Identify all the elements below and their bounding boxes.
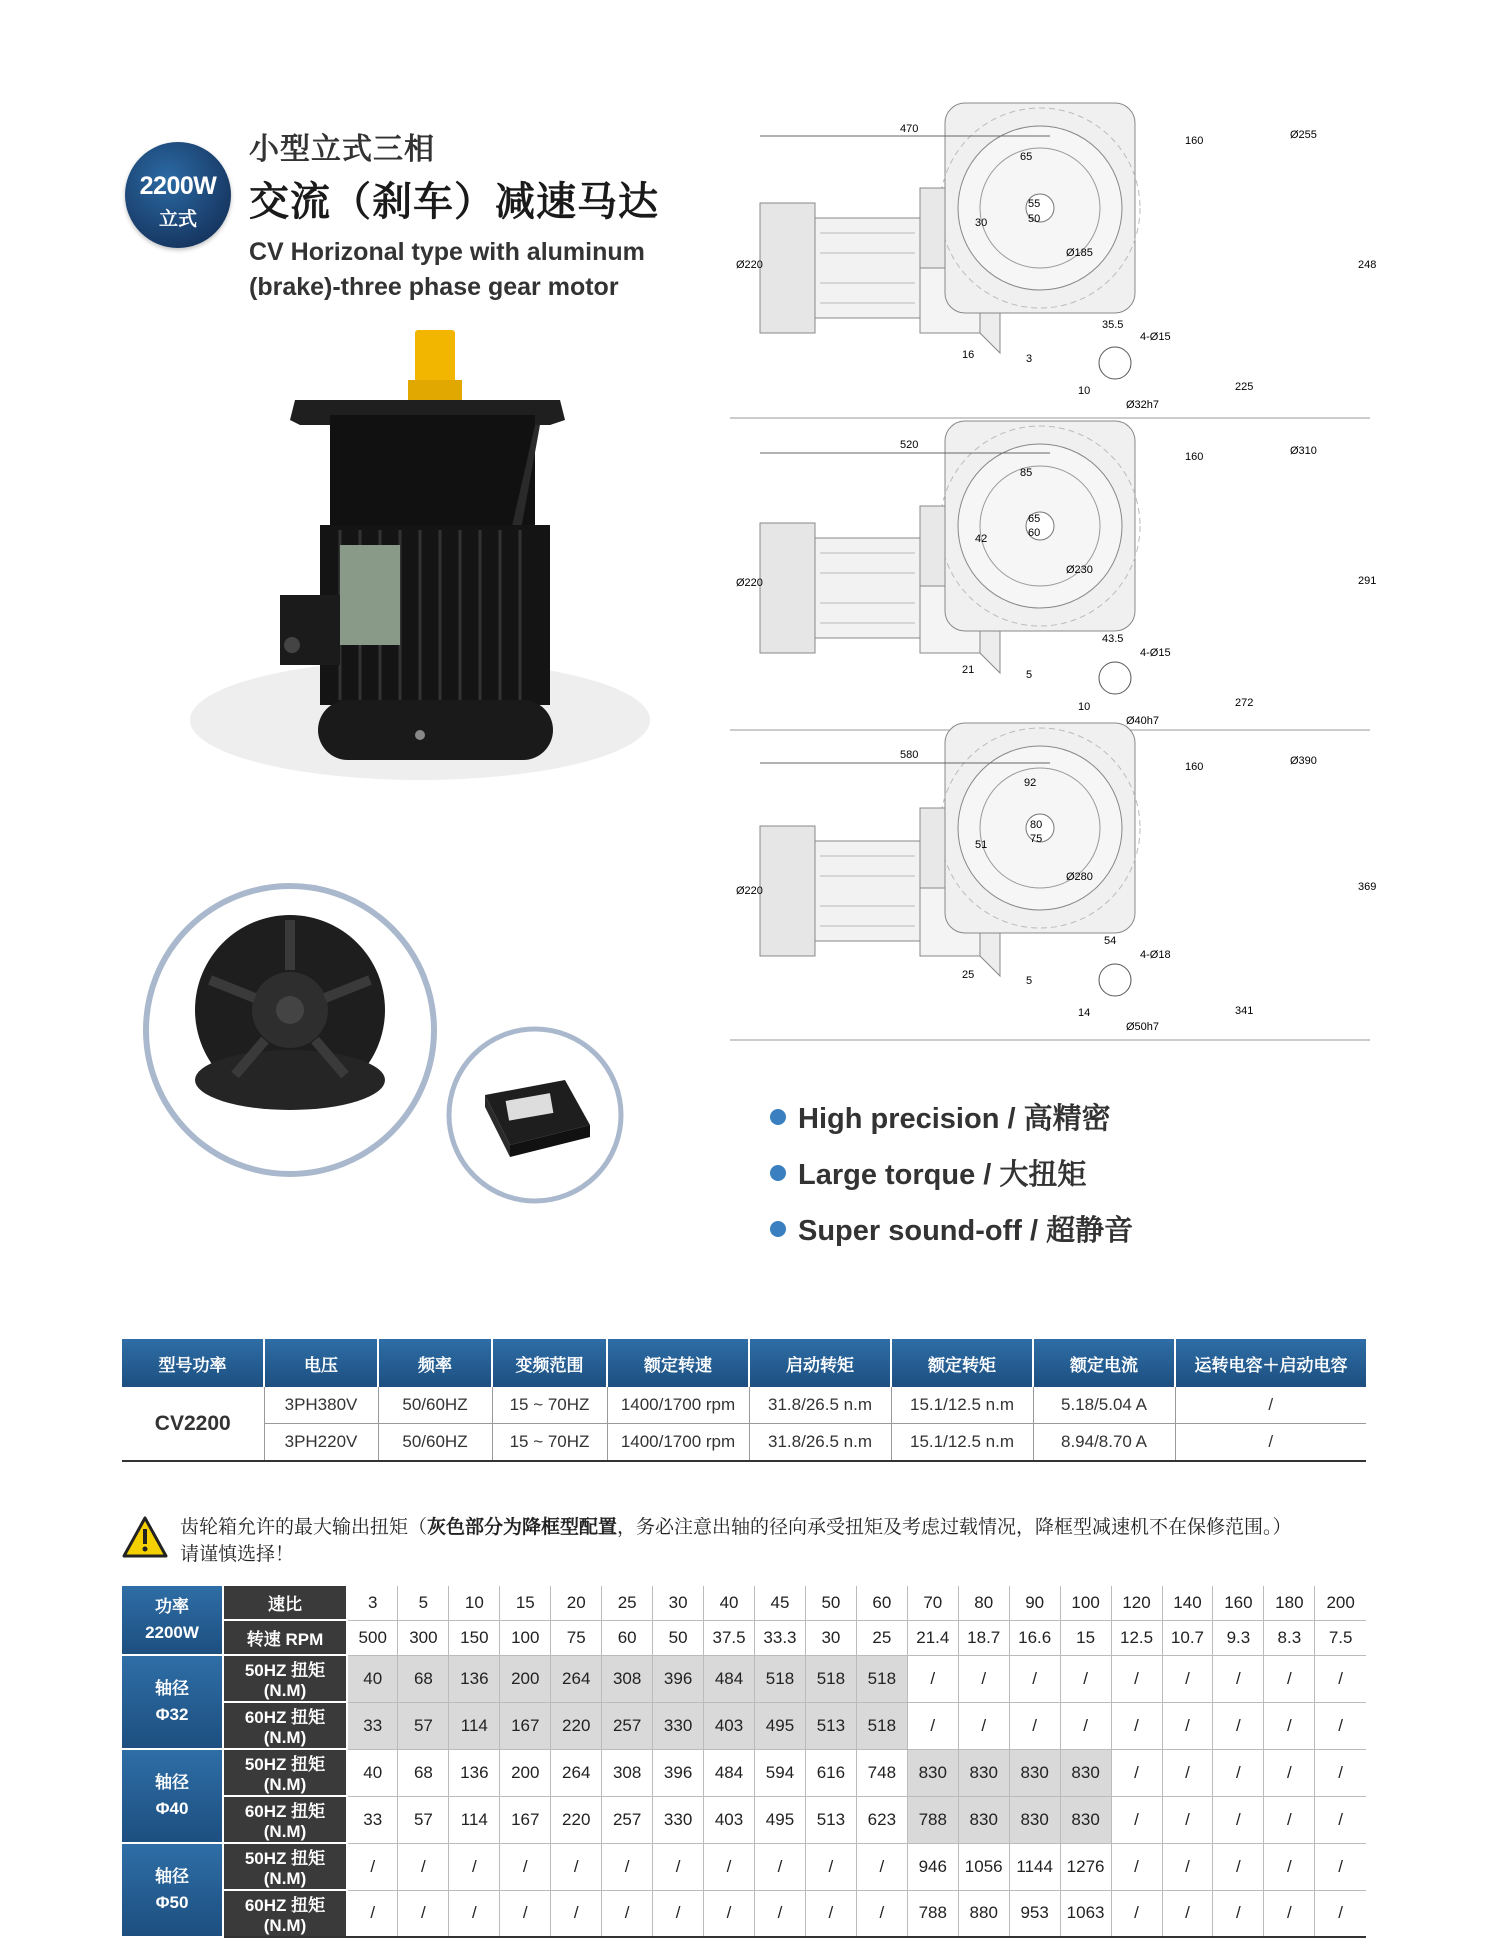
dim-dia: Ø230 [1066,564,1093,576]
rpm-cell: 25 [856,1620,907,1655]
rpm-cell: 30 [805,1620,856,1655]
shaft-label: 轴径 [155,1773,189,1792]
torque-cell: 33 [347,1702,398,1749]
bullet-icon [770,1221,786,1237]
ratio-cell: 90 [1009,1586,1060,1620]
dim-keywidth: 14 [1078,1007,1091,1019]
torque-cell: / [1264,1749,1315,1796]
torque-cell: 40 [347,1655,398,1702]
torque-cell: 264 [551,1655,602,1702]
ratio-cell: 100 [1060,1586,1111,1620]
torque-cell: 513 [805,1796,856,1843]
rpm-cell: 16.6 [1009,1620,1060,1655]
spec-cell: 1400/1700 rpm [607,1424,749,1462]
torque-cell: 396 [653,1749,704,1796]
rpm-cell: 15 [1060,1620,1111,1655]
torque-cell: 40 [347,1749,398,1796]
dim-shaft-b: 75 [1030,833,1043,845]
spec-header: 型号功率 [122,1339,264,1387]
rpm-cell: 100 [500,1620,551,1655]
dim-shaft-b: 50 [1028,213,1041,225]
torque-cell: 788 [907,1890,958,1937]
brake-image [140,880,440,1180]
dim-s2: 5 [1026,975,1033,987]
dim-keywidth: 10 [1078,385,1091,397]
spec-header: 额定电流 [1033,1339,1175,1387]
spec-header: 额定转速 [607,1339,749,1387]
rpm-label: 转速 RPM [223,1620,347,1655]
rpm-cell: 37.5 [704,1620,755,1655]
torque-cell: / [1162,1890,1213,1937]
dim-keywidth: 10 [1078,701,1091,713]
torque-cell: / [1162,1655,1213,1702]
ratio-cell: 60 [856,1586,907,1620]
torque-cell: / [500,1890,551,1937]
dim-dia: Ø185 [1066,247,1093,259]
torque-cell: / [1264,1890,1315,1937]
torque-cell: 623 [856,1796,907,1843]
dim-shaft-a: 55 [1028,198,1041,210]
dim-keyheight: 35.5 [1102,319,1124,331]
torque-cell: 830 [907,1749,958,1796]
spec-header: 电压 [264,1339,378,1387]
torque-cell: / [755,1890,806,1937]
torque-cell: / [653,1843,704,1890]
torque-cell: 946 [907,1843,958,1890]
shaft-group-cell [122,1749,223,1843]
torque-cell: / [907,1702,958,1749]
spec-header: 频率 [378,1339,492,1387]
torque-cell: / [958,1702,1009,1749]
torque-cell: 57 [398,1702,449,1749]
torque-cell: 518 [755,1655,806,1702]
torque-cell: 830 [958,1749,1009,1796]
torque-cell: 788 [907,1796,958,1843]
torque-cell: / [1213,1796,1264,1843]
ratio-cell: 5 [398,1586,449,1620]
torque-cell: 1276 [1060,1843,1111,1890]
shaft-dia: Φ40 [155,1799,189,1818]
torque-cell: / [398,1843,449,1890]
torque-cell: / [1111,1702,1162,1749]
torque-cell: 264 [551,1749,602,1796]
spec-cell: 8.94/8.70 A [1033,1424,1175,1462]
dimension-drawings [730,118,1377,1048]
dim-flange: 85 [1020,467,1033,479]
shaft-group-cell [122,1843,223,1937]
torque-cell: 594 [755,1749,806,1796]
torque-cell: / [1111,1843,1162,1890]
feature-2: Large torque / 大扭矩 [770,1152,1086,1193]
torque-cell: / [449,1890,500,1937]
torque-cell: / [551,1843,602,1890]
torque-cell: 200 [500,1749,551,1796]
torque-cell: / [958,1655,1009,1702]
torque-cell: 830 [958,1796,1009,1843]
spec-cell: 1400/1700 rpm [607,1387,749,1424]
torque-cell: / [704,1843,755,1890]
spec-cell: 50/60HZ [378,1424,492,1462]
torque-cell: 830 [1060,1796,1111,1843]
torque-row-label: 60HZ 扭矩 (N.M) [223,1702,347,1749]
torque-row [122,1702,1366,1749]
torque-cell: 484 [704,1749,755,1796]
rpm-cell: 9.3 [1213,1620,1264,1655]
dim-s2: 5 [1026,669,1033,681]
rpm-cell: 300 [398,1620,449,1655]
torque-cell: 484 [704,1655,755,1702]
torque-cell: 136 [449,1749,500,1796]
torque-cell: 68 [398,1749,449,1796]
rpm-cell: 12.5 [1111,1620,1162,1655]
torque-table [122,1586,1366,1938]
dim-keyheight: 54 [1104,935,1117,947]
dim-shaft: Ø50h7 [1126,1021,1160,1033]
torque-cell: 220 [551,1796,602,1843]
spec-cell: 15 ~ 70HZ [492,1424,607,1462]
torque-cell: / [1264,1843,1315,1890]
dim-holes: 4-Ø18 [1140,949,1171,961]
shaft-dia: Φ50 [155,1893,189,1912]
spec-cell: / [1175,1424,1366,1462]
torque-cell: 167 [500,1702,551,1749]
dim-shaft: Ø40h7 [1126,715,1160,727]
spec-header: 额定转矩 [891,1339,1033,1387]
dim-dia: Ø280 [1066,871,1093,883]
torque-row [122,1796,1366,1843]
torque-cell: 830 [1009,1749,1060,1796]
torque-cell: 257 [602,1702,653,1749]
torque-cell: / [1162,1702,1213,1749]
torque-cell: / [1060,1655,1111,1702]
dim-base: 272 [1235,697,1254,709]
torque-cell: 57 [398,1796,449,1843]
torque-cell: / [1315,1655,1366,1702]
power-value: 2200W [145,1623,199,1642]
torque-cell: 136 [449,1655,500,1702]
torque-cell: / [1315,1702,1366,1749]
dim-length: 580 [900,749,919,761]
spec-cell: / [1175,1387,1366,1424]
title-en [249,235,709,305]
shaft-group-cell [122,1655,223,1749]
torque-cell: / [1264,1655,1315,1702]
dim-length: 470 [900,123,919,135]
torque-cell: 1063 [1060,1890,1111,1937]
ratio-cell: 20 [551,1586,602,1620]
torque-cell: / [1060,1702,1111,1749]
torque-row [122,1655,1366,1702]
dim-height: 369 [1358,881,1377,893]
ratio-cell: 25 [602,1586,653,1620]
dim-body: Ø220 [736,259,763,271]
ratio-cell: 80 [958,1586,1009,1620]
torque-cell: 396 [653,1655,704,1702]
torque-cell: / [1111,1796,1162,1843]
dim-pcd: Ø255 [1290,129,1317,141]
ratio-cell: 3 [347,1586,398,1620]
torque-cell: / [449,1843,500,1890]
torque-cell: 330 [653,1702,704,1749]
rpm-cell: 8.3 [1264,1620,1315,1655]
drawing-row-2 [730,421,1376,730]
rpm-cell: 75 [551,1620,602,1655]
dim-key: 30 [975,217,988,229]
rectifier-image [445,1025,625,1205]
torque-row-label: 60HZ 扭矩 (N.M) [223,1890,347,1937]
dim-length: 520 [900,439,919,451]
torque-cell: / [602,1843,653,1890]
dim-s1: 16 [962,349,975,361]
ratio-cell: 45 [755,1586,806,1620]
torque-cell: 200 [500,1655,551,1702]
spec-table [122,1339,1366,1462]
rpm-cell: 33.3 [755,1620,806,1655]
torque-cell: 518 [856,1702,907,1749]
torque-row-label: 50HZ 扭矩 (N.M) [223,1749,347,1796]
warning-text: 齿轮箱允许的最大输出扭矩（灰色部分为降框型配置，务必注意出轴的径向承受扭矩及考虑过载情况，降框型减速机不在保修范围。） 请谨慎选择！ [180,1517,1292,1565]
spec-row [122,1424,1366,1462]
torque-cell: / [1315,1749,1366,1796]
torque-row-label: 50HZ 扭矩 (N.M) [223,1843,347,1890]
ratio-cell: 30 [653,1586,704,1620]
dim-base: 341 [1235,1005,1254,1017]
rpm-cell: 21.4 [907,1620,958,1655]
torque-cell: / [1315,1890,1366,1937]
torque-row [122,1749,1366,1796]
ratio-cell: 50 [805,1586,856,1620]
model-name: CV2200 [122,1387,264,1461]
torque-cell: 518 [856,1655,907,1702]
torque-cell: / [347,1843,398,1890]
torque-cell: / [1213,1749,1264,1796]
torque-cell: 953 [1009,1890,1060,1937]
power-cell [122,1586,223,1655]
dim-key: 51 [975,839,988,851]
rpm-cell: 18.7 [958,1620,1009,1655]
torque-cell: / [1315,1796,1366,1843]
torque-cell: / [1315,1843,1366,1890]
torque-row-label: 60HZ 扭矩 (N.M) [223,1796,347,1843]
torque-row [122,1843,1366,1890]
dim-height: 248 [1358,259,1377,271]
torque-cell: 114 [449,1702,500,1749]
warning-icon [122,1516,168,1558]
dim-s2: 3 [1026,353,1033,365]
ratio-cell: 40 [704,1586,755,1620]
ratio-label: 速比 [223,1586,347,1620]
torque-cell: / [1264,1702,1315,1749]
torque-cell: 1056 [958,1843,1009,1890]
title-cn-line1: 小型立式三相 [249,133,435,166]
torque-cell: 403 [704,1702,755,1749]
torque-cell: 880 [958,1890,1009,1937]
bullet-icon [770,1109,786,1125]
dim-shaft-b: 60 [1028,527,1041,539]
dim-pcd: Ø310 [1290,445,1317,457]
torque-cell: / [1111,1655,1162,1702]
torque-cell: 308 [602,1655,653,1702]
feature-1: High precision / 高精密 [770,1096,1111,1137]
spec-cell: 15 ~ 70HZ [492,1387,607,1424]
torque-cell: / [500,1843,551,1890]
torque-cell: 518 [805,1655,856,1702]
torque-cell: 220 [551,1702,602,1749]
rpm-row [122,1620,1366,1655]
spec-row [122,1387,1366,1424]
rpm-cell: 50 [653,1620,704,1655]
torque-cell: / [1111,1749,1162,1796]
dim-key: 42 [975,533,988,545]
dim-body: Ø220 [736,577,763,589]
torque-cell: / [907,1655,958,1702]
torque-cell: / [347,1890,398,1937]
dim-flange: 92 [1024,777,1037,789]
dim-shaft-a: 65 [1028,513,1041,525]
torque-cell: / [602,1890,653,1937]
rpm-cell: 7.5 [1315,1620,1366,1655]
torque-cell: 167 [500,1796,551,1843]
torque-cell: / [1213,1702,1264,1749]
torque-cell: 114 [449,1796,500,1843]
torque-cell: / [551,1890,602,1937]
dim-base: 225 [1235,381,1254,393]
title-en-line2: (brake)-three phase gear motor [249,273,619,301]
ratio-cell: 160 [1213,1586,1264,1620]
motor-photo [180,325,650,805]
torque-cell: / [856,1843,907,1890]
spec-cell: 50/60HZ [378,1387,492,1424]
ratio-cell: 180 [1264,1586,1315,1620]
ratio-cell: 140 [1162,1586,1213,1620]
dim-height: 291 [1358,575,1377,587]
torque-cell: 68 [398,1655,449,1702]
torque-cell: 330 [653,1796,704,1843]
torque-cell: 616 [805,1749,856,1796]
torque-cell: / [1009,1702,1060,1749]
torque-cell: / [704,1890,755,1937]
spec-cell: 15.1/12.5 n.m [891,1424,1033,1462]
torque-cell: / [805,1890,856,1937]
torque-cell: 257 [602,1796,653,1843]
title-en-line1: CV Horizonal type with aluminum [249,238,645,266]
shaft-dia: Φ32 [155,1705,189,1724]
dim-width: 160 [1185,135,1204,147]
torque-cell: / [856,1890,907,1937]
dim-s1: 25 [962,969,975,981]
dim-shaft-a: 80 [1030,819,1043,831]
torque-cell: 33 [347,1796,398,1843]
spec-header: 变频范围 [492,1339,607,1387]
bullet-icon [770,1165,786,1181]
torque-cell: / [1162,1749,1213,1796]
torque-cell: 513 [805,1702,856,1749]
torque-cell: 495 [755,1702,806,1749]
feature-3: Super sound-off / 超静音 [770,1208,1133,1249]
torque-cell: 748 [856,1749,907,1796]
torque-cell: 308 [602,1749,653,1796]
torque-cell: 403 [704,1796,755,1843]
spec-cell: 3PH380V [264,1387,378,1424]
torque-cell: / [1162,1796,1213,1843]
ratio-cell: 200 [1315,1586,1366,1620]
badge-type: 立式 [158,209,197,230]
spec-cell: 15.1/12.5 n.m [891,1387,1033,1424]
spec-header: 运转电容＋启动电容 [1175,1339,1366,1387]
torque-cell: 830 [1009,1796,1060,1843]
torque-cell: / [1264,1796,1315,1843]
torque-cell: / [1162,1843,1213,1890]
ratio-cell: 15 [500,1586,551,1620]
torque-cell: 1144 [1009,1843,1060,1890]
ratio-cell: 70 [907,1586,958,1620]
dim-shaft: Ø32h7 [1126,399,1160,411]
torque-cell: / [398,1890,449,1937]
shaft-label: 轴径 [155,1679,189,1698]
torque-cell: / [805,1843,856,1890]
torque-cell: 495 [755,1796,806,1843]
dim-body: Ø220 [736,885,763,897]
badge-power: 2200W [139,172,217,200]
torque-cell: / [1213,1655,1264,1702]
torque-cell: / [1213,1890,1264,1937]
dim-holes: 4-Ø15 [1140,331,1171,343]
dim-width: 160 [1185,761,1204,773]
spec-cell: 5.18/5.04 A [1033,1387,1175,1424]
dim-pcd: Ø390 [1290,755,1317,767]
spec-cell: 31.8/26.5 n.m [749,1424,891,1462]
torque-cell: / [1009,1655,1060,1702]
torque-cell: / [755,1843,806,1890]
power-badge [125,142,231,248]
dim-keyheight: 43.5 [1102,633,1124,645]
ratio-cell: 120 [1111,1586,1162,1620]
drawing-row-3 [730,723,1376,1040]
torque-cell: 830 [1060,1749,1111,1796]
ratio-cell: 10 [449,1586,500,1620]
torque-cell: / [1213,1843,1264,1890]
dim-flange: 65 [1020,151,1033,163]
dim-width: 160 [1185,451,1204,463]
spec-cell: 3PH220V [264,1424,378,1462]
power-label: 功率 [155,1597,189,1616]
dim-holes: 4-Ø15 [1140,647,1171,659]
rpm-cell: 150 [449,1620,500,1655]
title-cn-line2: 交流（刹车）减速马达 [249,180,659,224]
rpm-cell: 10.7 [1162,1620,1213,1655]
ratio-row [122,1586,1366,1620]
rpm-cell: 500 [347,1620,398,1655]
torque-cell: / [653,1890,704,1937]
spec-cell: 31.8/26.5 n.m [749,1387,891,1424]
torque-row-label: 50HZ 扭矩 (N.M) [223,1655,347,1702]
spec-header: 启动转矩 [749,1339,891,1387]
shaft-label: 轴径 [155,1867,189,1886]
dim-s1: 21 [962,664,975,676]
drawing-row-1 [730,103,1376,418]
torque-row [122,1890,1366,1937]
torque-cell: / [1111,1890,1162,1937]
rpm-cell: 60 [602,1620,653,1655]
